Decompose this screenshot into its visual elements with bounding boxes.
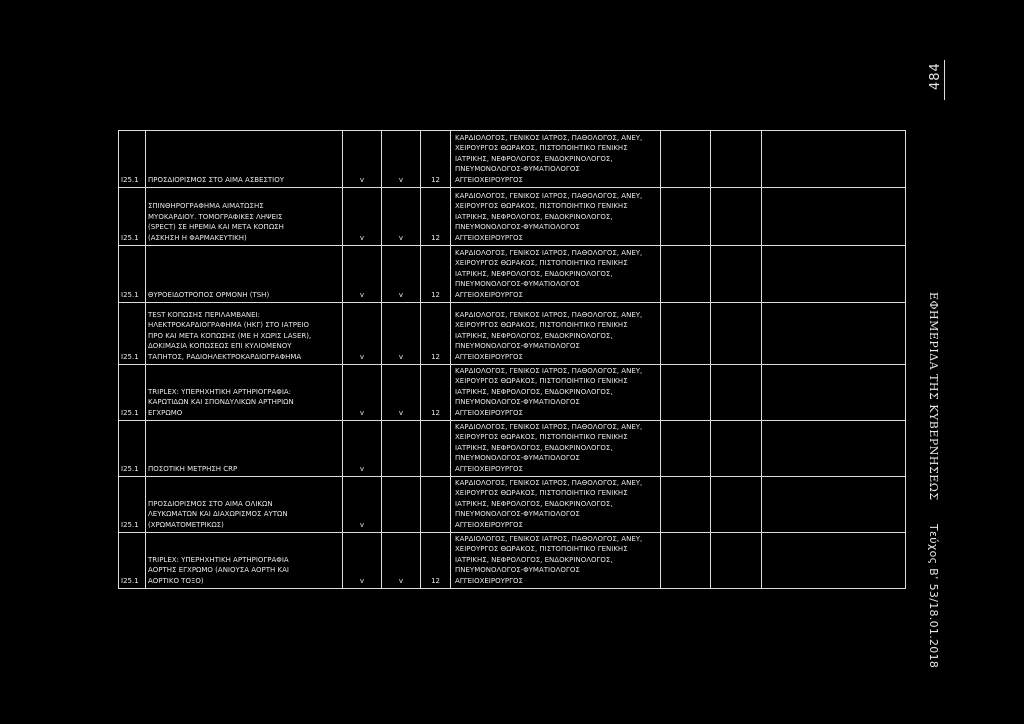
specialties-cell: ΚΑΡΔΙΟΛΟΓΟΣ, ΓΕΝΙΚΟΣ ΙΑΤΡΟΣ, ΠΑΘΟΛΟΓΟΣ, ΑΝΕΥ, ΧΕΙΡΟΥΡΓΟΣ ΘΩΡΑΚΟΣ, ΠΙΣΤΟΠΟΙΗΤΙΚΟ ΓΕΝΙΚΗΣ ΙΑΤΡΙΚΗΣ, ΝΕΦΡΟΛΟΓΟΣ, ΕΝΔΟΚΡΙΝΟΛΟΓΟΣ, ΠΝΕΥΜΟΝΟΛΟΓΟΣ-ΦΥΜΑΤΙΟΛΟΓΟΣ ΑΓΓΕΙΟΧΕΙΡΟΥΡΓΟΣ [451, 303, 661, 365]
col-b-cell [382, 421, 421, 477]
empty-cell [711, 477, 762, 533]
col-b-cell: v [382, 246, 421, 303]
empty-cell [661, 246, 711, 303]
col-a-cell: v [343, 365, 382, 421]
empty-cell [661, 365, 711, 421]
specialties-cell: ΚΑΡΔΙΟΛΟΓΟΣ, ΓΕΝΙΚΟΣ ΙΑΤΡΟΣ, ΠΑΘΟΛΟΓΟΣ, ΑΝΕΥ, ΧΕΙΡΟΥΡΓΟΣ ΘΩΡΑΚΟΣ, ΠΙΣΤΟΠΟΙΗΤΙΚΟ ΓΕΝΙΚΗΣ ΙΑΤΡΙΚΗΣ, ΝΕΦΡΟΛΟΓΟΣ, ΕΝΔΟΚΡΙΝΟΛΟΓΟΣ, ΠΝΕΥΜΟΝΟΛΟΓΟΣ-ΦΥΜΑΤΙΟΛΟΓΟΣ ΑΓΓΕΙΟΧΕΙΡΟΥΡΓΟΣ [451, 533, 661, 589]
table-row [119, 188, 906, 246]
empty-cell [661, 477, 711, 533]
exam-cell: TRIPLEX: ΥΠΕΡΗΧΗΤΙΚΗ ΑΡΤΗΡΙΟΓΡΑΦΙΑ: ΚΑΡΩΤΙΔΩΝ ΚΑΙ ΣΠΟΝΔΥΛΙΚΩΝ ΑΡΤΗΡΙΩΝ ΕΓΧΡΩΜΟ [146, 365, 343, 421]
specialties-cell: ΚΑΡΔΙΟΛΟΓΟΣ, ΓΕΝΙΚΟΣ ΙΑΤΡΟΣ, ΠΑΘΟΛΟΓΟΣ, ΑΝΕΥ, ΧΕΙΡΟΥΡΓΟΣ ΘΩΡΑΚΟΣ, ΠΙΣΤΟΠΟΙΗΤΙΚΟ ΓΕΝΙΚΗΣ ΙΑΤΡΙΚΗΣ, ΝΕΦΡΟΛΟΓΟΣ, ΕΝΔΟΚΡΙΝΟΛΟΓΟΣ, ΠΝΕΥΜΟΝΟΛΟΓΟΣ-ΦΥΜΑΤΙΟΛΟΓΟΣ ΑΓΓΕΙΟΧΕΙΡΟΥΡΓΟΣ [451, 246, 661, 303]
exam-cell: ΣΠΙΝΘΗΡΟΓΡΑΦΗΜΑ ΑΙΜΑΤΩΣΗΣ ΜΥΟΚΑΡΔΙΟΥ. ΤΟΜΟΓΡΑΦΙΚΕΣ ΛΗΨΕΙΣ (SPECT) ΣΕ ΗΡΕΜΙΑ ΚΑΙ ΜΕΤΑ ΚΟΠΩΣΗ (ΑΣΚΗΣΗ Η ΦΑΡΜΑΚΕΥΤΙΚΗ) [146, 188, 343, 246]
empty-cell [762, 477, 906, 533]
empty-cell [762, 246, 906, 303]
empty-cell [762, 533, 906, 589]
empty-cell [711, 533, 762, 589]
col-a-cell: v [343, 533, 382, 589]
number-cell: 12 [421, 246, 451, 303]
table-row [119, 365, 906, 421]
code-cell: I25.1 [119, 533, 146, 589]
table-row [119, 421, 906, 477]
empty-cell [762, 131, 906, 188]
code-cell: I25.1 [119, 303, 146, 365]
number-cell: 12 [421, 303, 451, 365]
col-a-cell: v [343, 303, 382, 365]
empty-cell [661, 421, 711, 477]
number-cell [421, 421, 451, 477]
col-b-cell: v [382, 131, 421, 188]
empty-cell [762, 421, 906, 477]
empty-cell [711, 303, 762, 365]
number-cell: 12 [421, 188, 451, 246]
exam-cell: ΠΟΣΟΤΙΚΗ ΜΕΤΡΗΣΗ CRP [146, 421, 343, 477]
issue-label: Τεύχος Β’ 53/18.01.2018 [927, 524, 940, 669]
empty-cell [711, 246, 762, 303]
empty-cell [762, 365, 906, 421]
specialties-cell: ΚΑΡΔΙΟΛΟΓΟΣ, ΓΕΝΙΚΟΣ ΙΑΤΡΟΣ, ΠΑΘΟΛΟΓΟΣ, ΑΝΕΥ, ΧΕΙΡΟΥΡΓΟΣ ΘΩΡΑΚΟΣ, ΠΙΣΤΟΠΟΙΗΤΙΚΟ ΓΕΝΙΚΗΣ ΙΑΤΡΙΚΗΣ, ΝΕΦΡΟΛΟΓΟΣ, ΕΝΔΟΚΡΙΝΟΛΟΓΟΣ, ΠΝΕΥΜΟΝΟΛΟΓΟΣ-ΦΥΜΑΤΙΟΛΟΓΟΣ ΑΓΓΕΙΟΧΕΙΡΟΥΡΓΟΣ [451, 188, 661, 246]
col-b-cell: v [382, 365, 421, 421]
col-b-cell [382, 477, 421, 533]
exam-cell: TRIPLEX: ΥΠΕΡΗΧΗΤΙΚΗ ΑΡΤΗΡΙΟΓΡΑΦΙΑ ΑΟΡΤΗΣ ΕΓΧΡΩΜΟ (ΑΝΙΟΥΣΑ ΑΟΡΤΗ ΚΑΙ ΑΟΡΤΙΚΟ ΤΟΞΟ) [146, 533, 343, 589]
empty-cell [711, 365, 762, 421]
col-b-cell: v [382, 188, 421, 246]
exam-cell: ΘΥΡΟΕΙΔΟΤΡΟΠΟΣ ΟΡΜΟΝΗ (TSH) [146, 246, 343, 303]
empty-cell [661, 533, 711, 589]
specialties-cell: ΚΑΡΔΙΟΛΟΓΟΣ, ΓΕΝΙΚΟΣ ΙΑΤΡΟΣ, ΠΑΘΟΛΟΓΟΣ, ΑΝΕΥ, ΧΕΙΡΟΥΡΓΟΣ ΘΩΡΑΚΟΣ, ΠΙΣΤΟΠΟΙΗΤΙΚΟ ΓΕΝΙΚΗΣ ΙΑΤΡΙΚΗΣ, ΝΕΦΡΟΛΟΓΟΣ, ΕΝΔΟΚΡΙΝΟΛΟΓΟΣ, ΠΝΕΥΜΟΝΟΛΟΓΟΣ-ΦΥΜΑΤΙΟΛΟΓΟΣ ΑΓΓΕΙΟΧΕΙΡΟΥΡΓΟΣ [451, 421, 661, 477]
table-row [119, 533, 906, 589]
number-cell: 12 [421, 131, 451, 188]
empty-cell [711, 421, 762, 477]
specialties-cell: ΚΑΡΔΙΟΛΟΓΟΣ, ΓΕΝΙΚΟΣ ΙΑΤΡΟΣ, ΠΑΘΟΛΟΓΟΣ, ΑΝΕΥ, ΧΕΙΡΟΥΡΓΟΣ ΘΩΡΑΚΟΣ, ΠΙΣΤΟΠΟΙΗΤΙΚΟ ΓΕΝΙΚΗΣ ΙΑΤΡΙΚΗΣ, ΝΕΦΡΟΛΟΓΟΣ, ΕΝΔΟΚΡΙΝΟΛΟΓΟΣ, ΠΝΕΥΜΟΝΟΛΟΓΟΣ-ΦΥΜΑΤΙΟΛΟΓΟΣ ΑΓΓΕΙΟΧΕΙΡΟΥΡΓΟΣ [451, 365, 661, 421]
table-row [119, 131, 906, 188]
journal-title: ΕΦΗΜΕΡΙΔΑ ΤΗΣ ΚΥΒΕΡΝΗΣΕΩΣ [927, 292, 940, 501]
table-row [119, 246, 906, 303]
exam-cell: ΠΡΟΣΔΙΟΡΙΣΜΟΣ ΣΤΟ ΑΙΜΑ ΟΛΙΚΩΝ ΛΕΥΚΩΜΑΤΩΝ ΚΑΙ ΔΙΑΧΩΡΙΣΜΟΣ ΑΥΤΩΝ (ΧΡΩΜΑΤΟΜΕΤΡΙΚΩΣ) [146, 477, 343, 533]
number-cell [421, 477, 451, 533]
table-body [119, 131, 906, 589]
table-row [119, 303, 906, 365]
col-a-cell: v [343, 188, 382, 246]
col-a-cell: v [343, 477, 382, 533]
code-cell: I25.1 [119, 477, 146, 533]
empty-cell [762, 303, 906, 365]
exam-cell: ΠΡΟΣΔΙΟΡΙΣΜΟΣ ΣΤΟ ΑΙΜΑ ΑΣΒΕΣΤΙΟΥ [146, 131, 343, 188]
number-cell: 12 [421, 365, 451, 421]
empty-cell [711, 131, 762, 188]
code-cell: I25.1 [119, 131, 146, 188]
empty-cell [661, 131, 711, 188]
specialties-cell: ΚΑΡΔΙΟΛΟΓΟΣ, ΓΕΝΙΚΟΣ ΙΑΤΡΟΣ, ΠΑΘΟΛΟΓΟΣ, ΑΝΕΥ, ΧΕΙΡΟΥΡΓΟΣ ΘΩΡΑΚΟΣ, ΠΙΣΤΟΠΟΙΗΤΙΚΟ ΓΕΝΙΚΗΣ ΙΑΤΡΙΚΗΣ, ΝΕΦΡΟΛΟΓΟΣ, ΕΝΔΟΚΡΙΝΟΛΟΓΟΣ, ΠΝΕΥΜΟΝΟΛΟΓΟΣ-ΦΥΜΑΤΙΟΛΟΓΟΣ ΑΓΓΕΙΟΧΕΙΡΟΥΡΓΟΣ [451, 131, 661, 188]
page-number-rule [944, 60, 945, 100]
code-cell: I25.1 [119, 188, 146, 246]
exam-cell: TEST ΚΟΠΩΣΗΣ ΠΕΡΙΛΑΜΒΑΝΕΙ: ΗΛΕΚΤΡΟΚΑΡΔΙΟΓΡΑΦΗΜΑ (ΗΚΓ) ΣΤΟ ΙΑΤΡΕΙΟ ΠΡΟ ΚΑΙ ΜΕΤΑ ΚΟΠΩΣΗΣ (ΜΕ Η ΧΩΡΙΣ LASER), ΔΟΚΙΜΑΣΙΑ ΚΟΠΩΣΕΩΣ ΕΠΙ ΚΥΛΙΟΜΕΝΟΥ ΤΑΠΗΤΟΣ, ΡΑΔΙΟΗΛΕΚΤΡΟΚΑΡΔΙΟΓΡΑΦΗΜΑ [146, 303, 343, 365]
col-a-cell: v [343, 421, 382, 477]
table-row [119, 477, 906, 533]
empty-cell [762, 188, 906, 246]
code-cell: I25.1 [119, 365, 146, 421]
empty-cell [661, 188, 711, 246]
col-a-cell: v [343, 246, 382, 303]
page-number: 484 [928, 62, 943, 90]
empty-cell [661, 303, 711, 365]
empty-cell [711, 188, 762, 246]
col-b-cell: v [382, 303, 421, 365]
col-b-cell: v [382, 533, 421, 589]
specialties-cell: ΚΑΡΔΙΟΛΟΓΟΣ, ΓΕΝΙΚΟΣ ΙΑΤΡΟΣ, ΠΑΘΟΛΟΓΟΣ, ΑΝΕΥ, ΧΕΙΡΟΥΡΓΟΣ ΘΩΡΑΚΟΣ, ΠΙΣΤΟΠΟΙΗΤΙΚΟ ΓΕΝΙΚΗΣ ΙΑΤΡΙΚΗΣ, ΝΕΦΡΟΛΟΓΟΣ, ΕΝΔΟΚΡΙΝΟΛΟΓΟΣ, ΠΝΕΥΜΟΝΟΛΟΓΟΣ-ΦΥΜΑΤΙΟΛΟΓΟΣ ΑΓΓΕΙΟΧΕΙΡΟΥΡΓΟΣ [451, 477, 661, 533]
col-a-cell: v [343, 131, 382, 188]
code-cell: I25.1 [119, 421, 146, 477]
number-cell: 12 [421, 533, 451, 589]
exam-table [118, 130, 906, 589]
code-cell: I25.1 [119, 246, 146, 303]
